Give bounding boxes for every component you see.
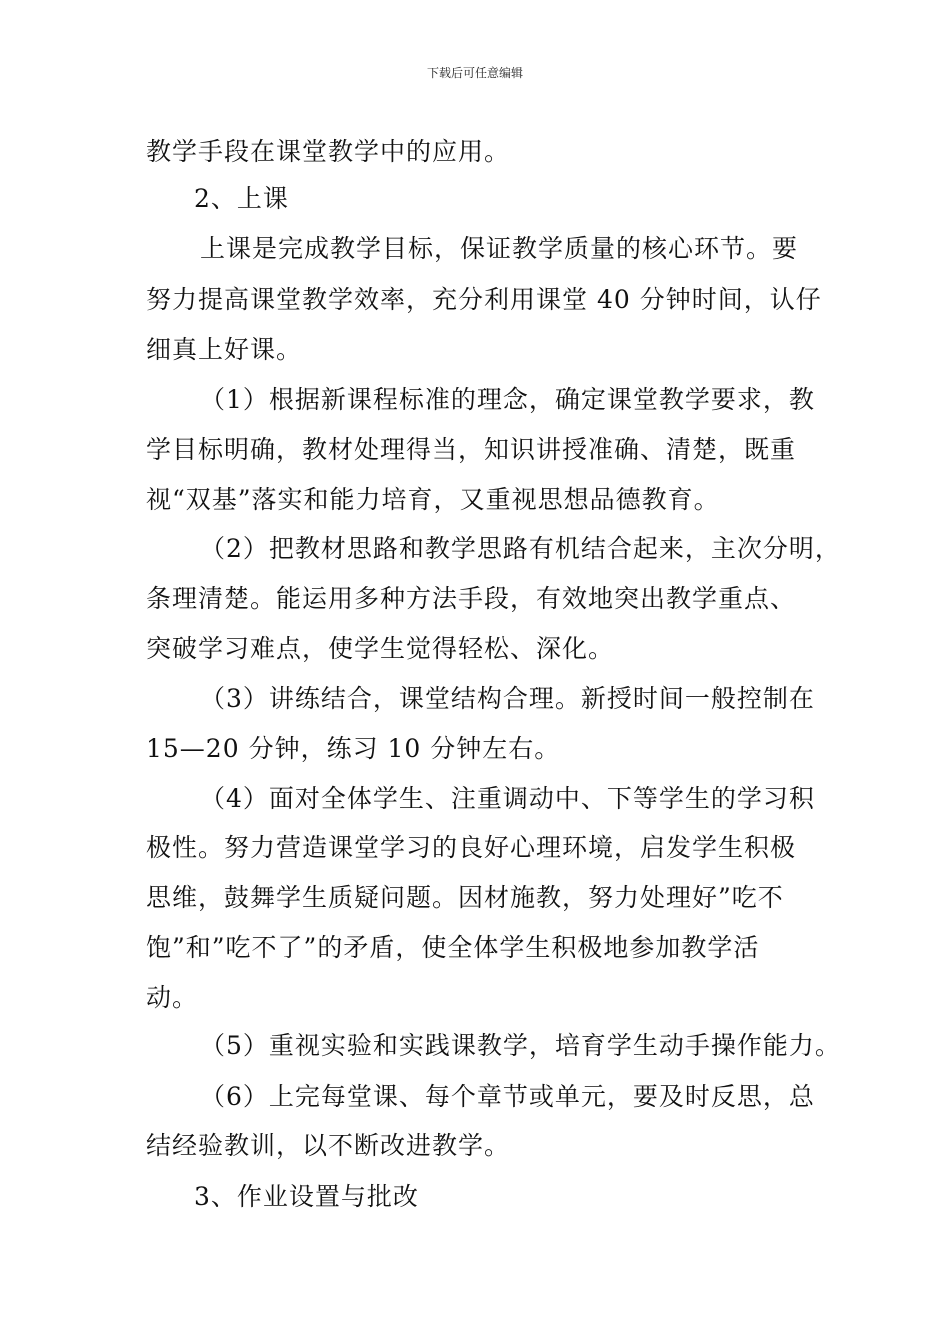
text-line: （6）上完每堂课、每个章节或单元，要及时反思，总 — [200, 1082, 815, 1111]
text-line: 上课是完成教学目标，保证教学质量的核心环节。要 — [200, 234, 799, 263]
text-line: 条理清楚。能运用多种方法手段，有效地突出教学重点、 — [146, 584, 797, 613]
text-line: （4）面对全体学生、注重调动中、下等学生的学习积 — [200, 784, 815, 813]
text-line: 15—20 分钟，练习 10 分钟左右。 — [146, 734, 561, 763]
text-line: 饱”和”吃不了”的矛盾，使全体学生积极地参加教学活 — [146, 933, 760, 962]
text-line: 细真上好课。 — [146, 335, 303, 364]
text-line: （3）讲练结合，课堂结构合理。新授时间一般控制在 — [200, 684, 815, 713]
text-line: 极性。努力营造课堂学习的良好心理环境，启发学生积极 — [146, 833, 797, 862]
text-line: 突破学习难点，使学生觉得轻松、深化。 — [146, 634, 615, 663]
text-line: 努力提高课堂教学效率，充分利用课堂 40 分钟时间，认仔 — [146, 285, 822, 314]
text-line: （5）重视实验和实践课教学，培育学生动手操作能力。 — [200, 1031, 841, 1060]
section-heading: 3、作业设置与批改 — [194, 1182, 419, 1211]
text-line: 思维，鼓舞学生质疑问题。因材施教，努力处理好”吃不 — [146, 883, 784, 912]
page-header: 下载后可任意编辑 — [426, 66, 523, 80]
text-line: （1）根据新课程标准的理念，确定课堂教学要求，教 — [200, 385, 815, 414]
section-heading: 2、上课 — [194, 184, 289, 213]
text-line: 动。 — [146, 983, 199, 1012]
text-line: 结经验教训，以不断改进教学。 — [146, 1131, 511, 1160]
text-line: 视“双基”落实和能力培育，又重视思想品德教育。 — [146, 485, 720, 514]
text-line: 学目标明确，教材处理得当，知识讲授准确、清楚，既重 — [146, 435, 797, 464]
text-line: 教学手段在课堂教学中的应用。 — [146, 137, 511, 166]
text-line: （2）把教材思路和教学思路有机结合起来，主次分明， — [200, 534, 841, 563]
